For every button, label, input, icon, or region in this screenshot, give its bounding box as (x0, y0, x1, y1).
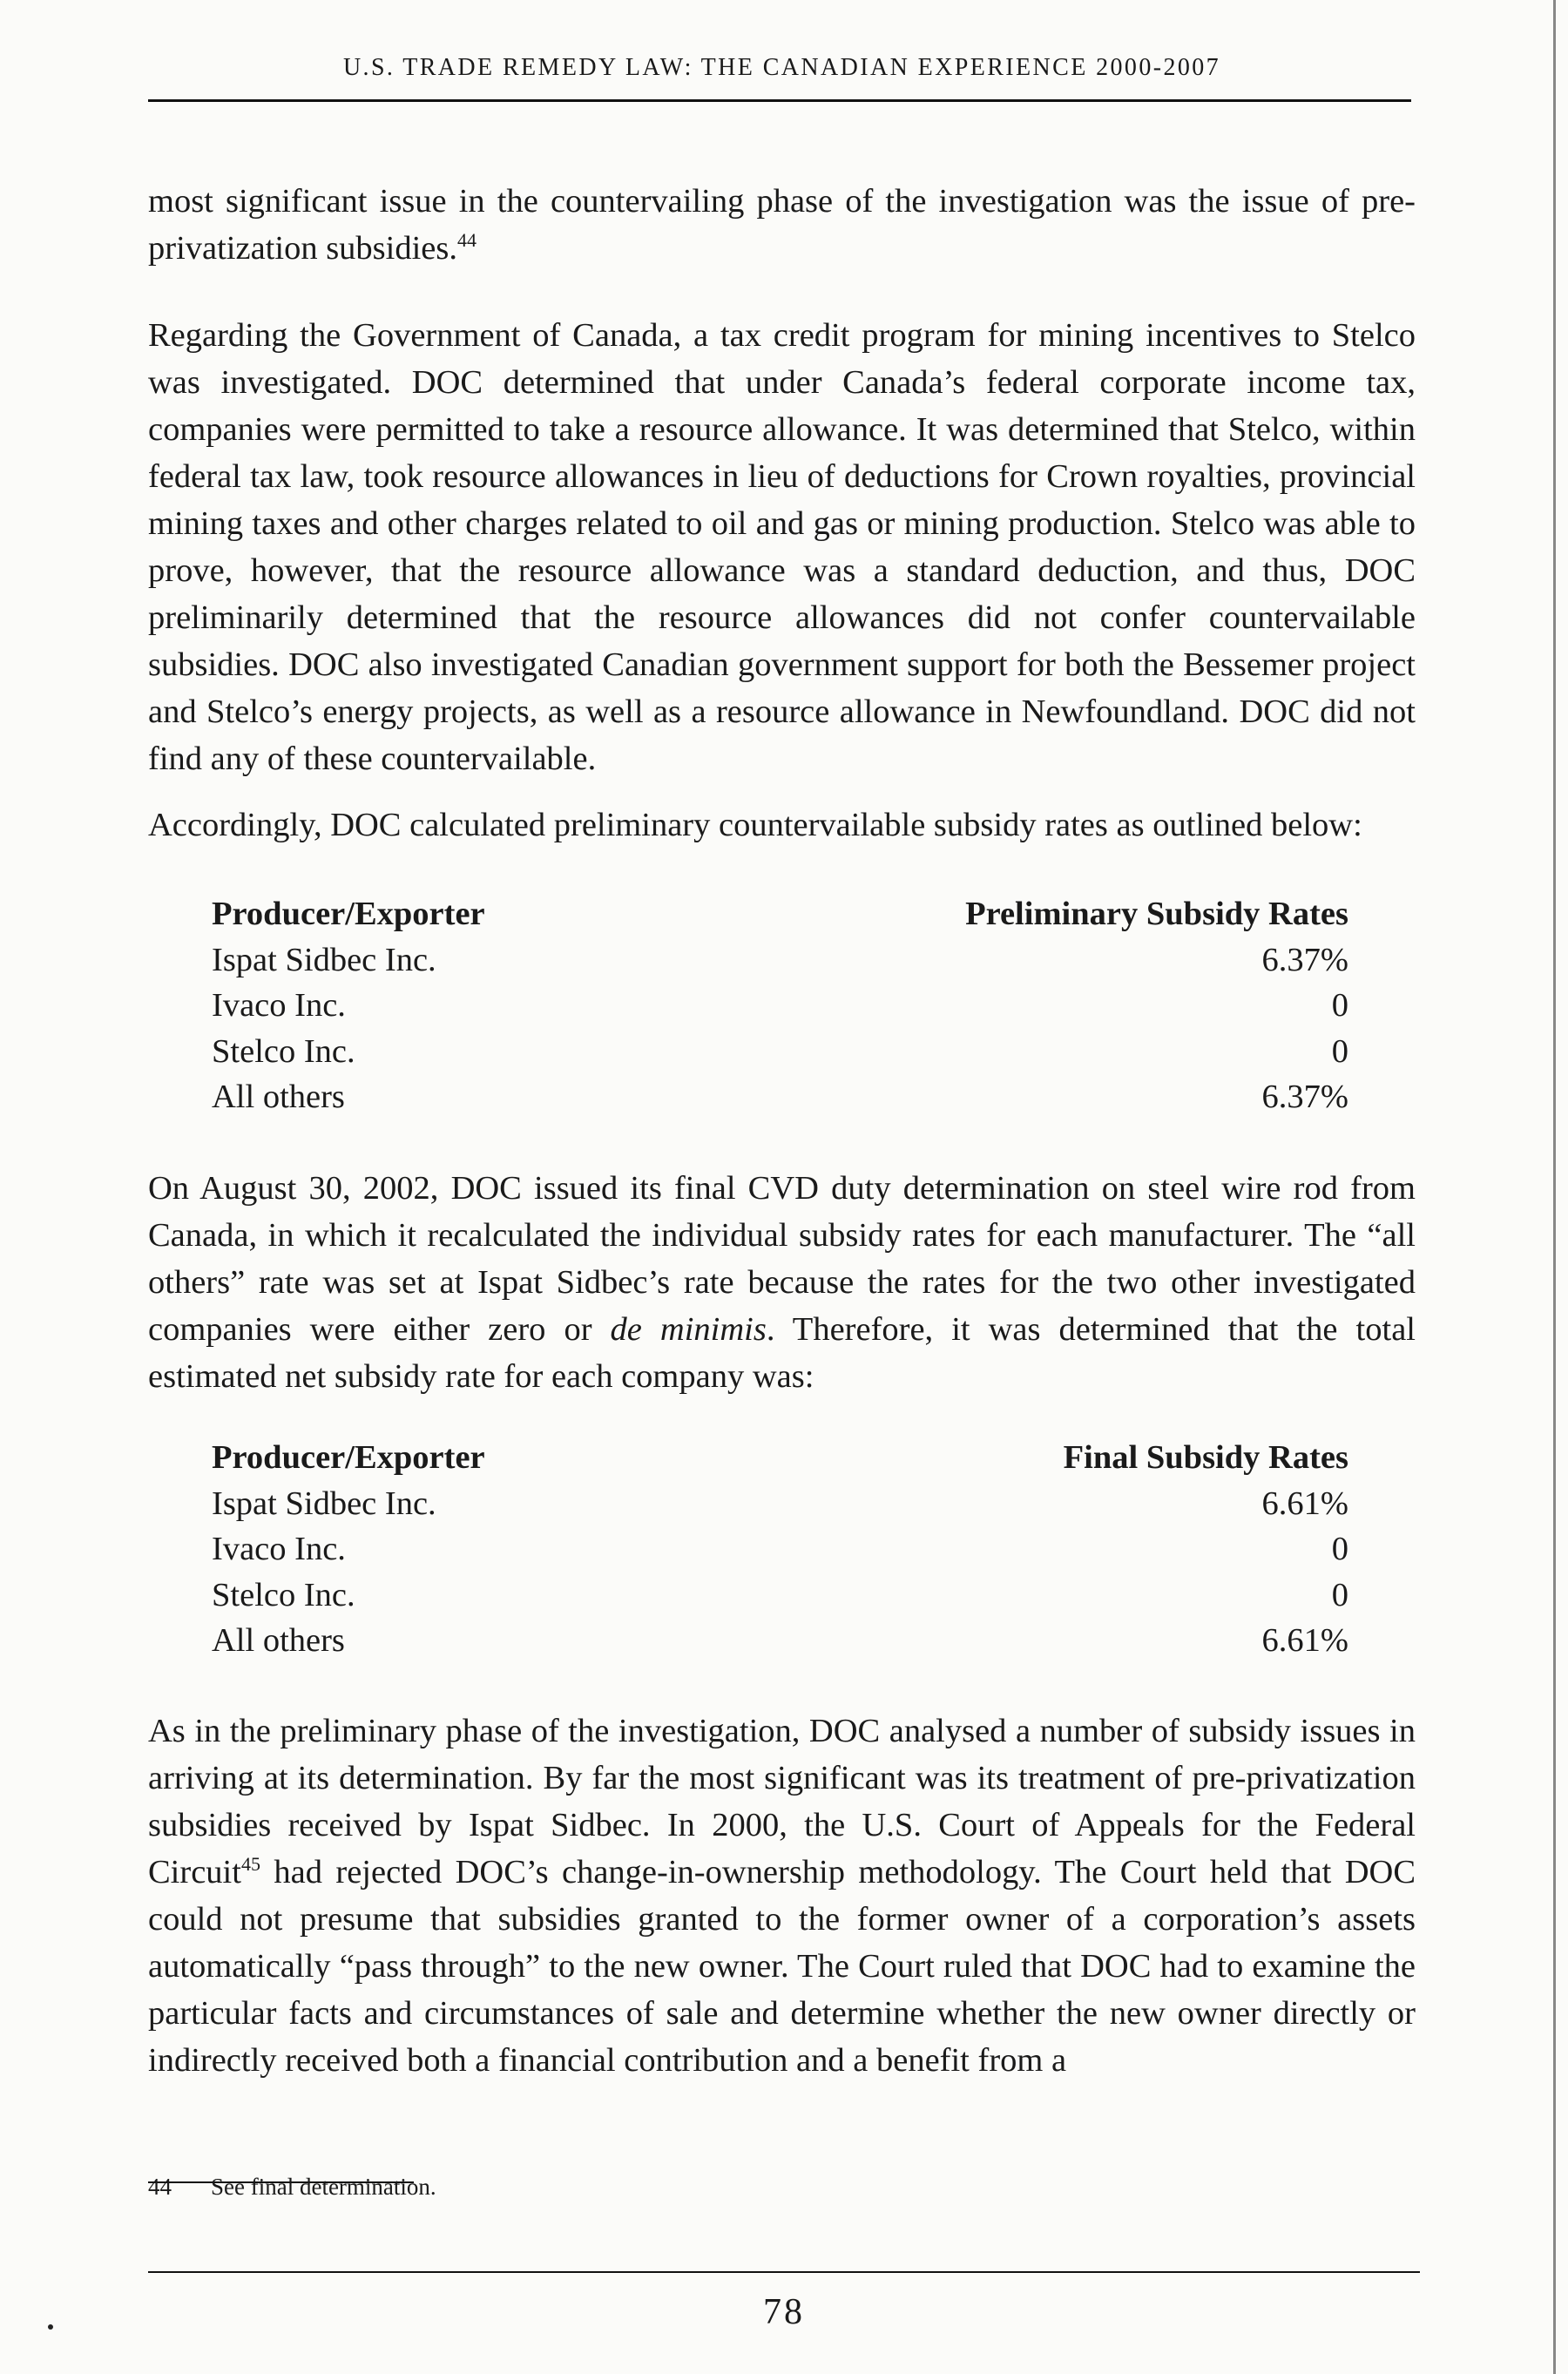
scan-speck (48, 2324, 53, 2330)
producer-cell: Ispat Sidbec Inc. (212, 1485, 436, 1522)
rate-cell: 6.37% (1261, 941, 1348, 978)
header-rule (148, 99, 1411, 102)
table-row (212, 1618, 1348, 1664)
page-edge-shadow (1553, 0, 1556, 2374)
table-row (212, 937, 1348, 984)
footnote-ref: 45 (240, 1853, 260, 1875)
column-header-rate: Final Subsidy Rates (1063, 1439, 1348, 1476)
paragraph-government-of-canada: Regarding the Government of Canada, a tax credit program for mining incentives to Stelco was investigated. DOC determined that under Canada’s federal corporate income tax, companies were permitted to take a resource allowance. It was determined that Stelco, within federal tax law, took resource allowances in lieu of deductions for Crown royalties, provincial mining taxes and other charges related to oil and gas or mining production. Stelco was able to prove, however, that the resource allowance was a standard deduction, and thus, DOC preliminarily determined that the resource allowances did not confer countervailable subsidies. DOC also investigated Canadian government support for both the Bessemer project and Stelco’s energy projects, as well as a resource allowance in Newfoundland. DOC did not find any of these countervailable. (148, 317, 1416, 777)
footnote-number: 44 (148, 2174, 172, 2200)
paragraph-final-determination (148, 1165, 1416, 1400)
producer-cell: All others (212, 1079, 345, 1115)
rate-cell: 6.61% (1261, 1485, 1348, 1522)
paragraph-text: most significant issue in the countervailing phase of the investigation was the issue of pre-privatization subsidies. (148, 183, 1416, 267)
paragraph-text: . Therefore, it was determined that the total estimated net subsidy rate for each company was: (148, 1311, 1416, 1395)
paragraph-pre-privatization (148, 1708, 1416, 2084)
table-row (212, 1573, 1348, 1619)
producer-cell: Ispat Sidbec Inc. (212, 941, 436, 978)
producer-cell: All others (212, 1622, 345, 1659)
paragraph-text: On August 30, 2002, DOC issued its final CVD duty determination on steel wire rod from Canada, in which it recalculated the individual subsidy rates for each manufacturer. The “all others” rate was set at Ispat Sidbec’s rate because the rates for the two other investigated companies were either zero or (148, 1170, 1416, 1348)
paragraph-continuation (148, 178, 1416, 272)
footer-rule (148, 2271, 1420, 2273)
running-header: U.S. TRADE REMEDY LAW: THE CANADIAN EXPERIENCE 2000-2007 (342, 54, 1221, 81)
table-row (212, 1481, 1348, 1527)
footnote (148, 2169, 932, 2204)
page-number: 78 (763, 2292, 805, 2332)
paragraph-text: had rejected DOC’s change-in-ownership methodology. The Court held that DOC could not presume that subsidies granted to the former owner of a corporation’s assets automatically “pass through” to the new owner. The Court ruled that DOC had to examine the particular facts and circumstances of sale and determine whether the new owner directly or indirectly received both a financial contribution and a benefit from a (148, 1854, 1416, 2079)
paragraph-preliminary-intro: Accordingly, DOC calculated preliminary countervailable subsidy rates as outlined below: (148, 807, 1362, 843)
producer-cell: Stelco Inc. (212, 1576, 355, 1613)
rate-cell: 0 (1331, 987, 1348, 1024)
producer-cell: Ivaco Inc. (212, 1531, 346, 1567)
table-header-row (212, 891, 1348, 937)
table-header-row (212, 1435, 1348, 1481)
rate-cell: 0 (1331, 1032, 1348, 1070)
producer-cell: Stelco Inc. (212, 1032, 355, 1070)
table-row (212, 983, 1348, 1029)
column-header-producer: Producer/Exporter (212, 896, 485, 932)
paragraph-text: As in the preliminary phase of the investigation, DOC analysed a number of subsidy issues in arriving at its determination. By far the most significant was its treatment of pre-privatization subsidies received by Ispat Sidbec. In 2000, the U.S. Court of Appeals for the Federal Circuit (148, 1713, 1416, 1890)
rate-cell: 0 (1331, 1531, 1348, 1567)
rate-cell: 6.37% (1261, 1079, 1348, 1115)
producer-cell: Ivaco Inc. (212, 987, 346, 1024)
column-header-rate: Preliminary Subsidy Rates (965, 896, 1348, 932)
rate-cell: 6.61% (1261, 1622, 1348, 1659)
footnote-ref: 44 (457, 229, 476, 251)
column-header-producer: Producer/Exporter (212, 1439, 485, 1476)
preliminary-rates-table (212, 891, 1348, 1120)
table-row (212, 1029, 1348, 1075)
emphasis-term: de minimis (610, 1311, 767, 1348)
footnote-text: See final determination. (211, 2174, 436, 2200)
table-row (212, 1526, 1348, 1573)
final-rates-table (212, 1435, 1348, 1664)
rate-cell: 0 (1331, 1576, 1348, 1613)
table-row (212, 1074, 1348, 1120)
